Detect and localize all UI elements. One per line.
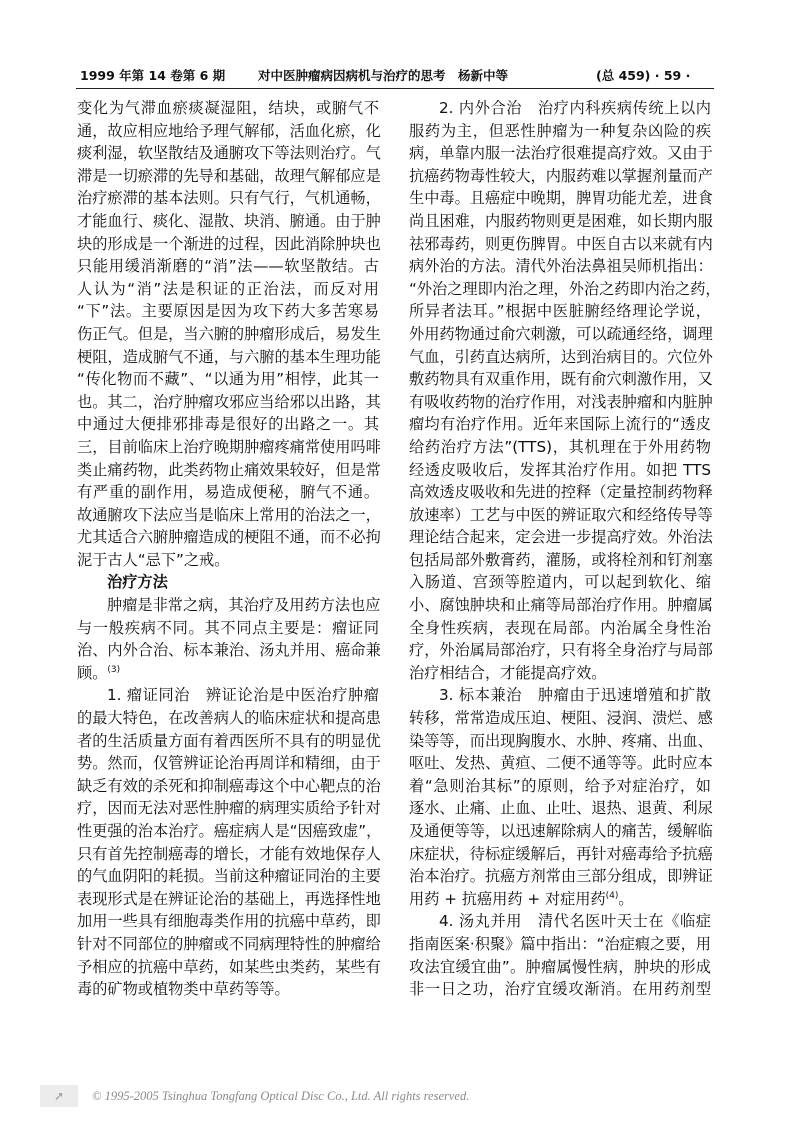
line-text: 包括局部外敷膏药，灌肠，或将栓剂和钉剂塞	[409, 550, 713, 569]
line-text: 入肠道、宫颈等腔道内，可以起到软化、缩	[409, 573, 711, 592]
line-text: 三，目前临床上治疗晚期肿瘤疼痛常使用吗啡	[77, 437, 381, 456]
line-text: 生中毒。且癌症中晚期，脾胃功能尤差，进食	[409, 189, 713, 208]
text-line	[77, 797, 379, 820]
text-line	[77, 436, 379, 459]
line-text: 缺乏有效的杀死和抑制癌毒这个中心靶点的治	[77, 776, 381, 795]
line-text: 梗阻，造成腑气不通，与六腑的基本生理功能	[77, 347, 381, 366]
line-text: 治、内外合治、标本兼治、汤丸并用、癌命兼	[77, 641, 381, 660]
line-text: 3. 标本兼治 肿瘤由于迅速增殖和扩散	[439, 686, 711, 705]
text-line	[409, 752, 711, 775]
line-text: 指南医案·积聚》篇中指出：“治症瘕之要，用	[409, 934, 711, 953]
text-line	[409, 233, 711, 256]
line-text: 逐水、止痛、止血、止吐、退热、退黄、利尿	[409, 799, 713, 818]
line-text: 治本治疗。抗癌方剂常由三部分组成，即辨证	[409, 867, 713, 886]
text-line	[77, 255, 379, 278]
text-line	[409, 346, 711, 369]
line-text: 服药为主，但恶性肿瘤为一种复杂凶险的疾	[409, 121, 711, 140]
text-line	[77, 368, 379, 391]
text-line	[409, 571, 711, 594]
text-line	[77, 323, 379, 346]
text-line	[409, 549, 711, 572]
text-line	[409, 617, 711, 640]
text-line	[77, 391, 379, 414]
line-text: 类止痛药物，此类药物止痛效果较好，但是常	[77, 460, 381, 479]
text-line	[409, 843, 711, 866]
text-line	[409, 865, 711, 888]
text-line	[77, 549, 379, 572]
line-text: 肿瘤是非常之病，其治疗及用药方法也应	[107, 596, 381, 615]
line-text: “外治之理即内治之理，外治之药即内治之药，	[409, 279, 721, 298]
text-line	[77, 617, 379, 640]
text-line	[409, 323, 711, 346]
header-rule	[76, 88, 714, 89]
line-text: 故通腑攻下法应当是临床上常用的治法之一，	[77, 505, 381, 524]
copyright-notice: © 1995-2005 Tsinghua Tongfang Optical Disc Co., Ltd. All rights reserved.	[92, 1088, 470, 1103]
text-line	[77, 910, 379, 933]
text-line	[409, 391, 711, 414]
line-text: 小、腐蚀肿块和止痛等局部治疗作用。肿瘤属	[409, 596, 713, 615]
line-text: “下”法。主要原因是因为攻下药大多苦寒易	[77, 302, 379, 321]
line-text: 攻法宜缓宜曲”。肿瘤属慢性病，肿块的形成	[409, 957, 711, 976]
text-line	[409, 368, 711, 391]
text-line	[409, 730, 711, 753]
text-line	[77, 730, 379, 753]
right-text-column	[409, 97, 721, 1001]
line-text: 有严重的副作用，易造成便秘，腑气不通。	[77, 483, 379, 502]
line-text: 表现形式是在辨证论治的基础上，再选择性地	[77, 889, 381, 908]
text-line	[409, 210, 711, 233]
line-text: 瘤均有治疗作用。近年来国际上流行的“透皮	[409, 415, 711, 434]
text-line	[409, 413, 711, 436]
line-text: 外用药物通过俞穴刺激，可以疏通经络，调理	[409, 324, 713, 343]
line-text: 4. 汤丸并用 清代名医叶天士在《临症	[439, 912, 711, 931]
line-text: 2. 内外合治 治疗内科疾病传统上以内	[439, 99, 711, 117]
text-line	[77, 346, 379, 369]
line-text: 毒的矿物或植物类中草药等等。	[77, 980, 290, 999]
line-text: 才能血行、痰化、湿散、块消、腑通。由于肿	[77, 211, 381, 230]
line-text: 1. 瘤证同治 辨证论治是中医治疗肿瘤	[107, 686, 379, 705]
line-text: 给药治疗方法”(TTS)，其机理在于外用药物	[409, 437, 711, 456]
line-text: 痰利湿，软坚散结及通腑攻下等法则治疗。气	[77, 144, 381, 163]
line-text: 治疗相结合，才能提高疗效。	[409, 663, 607, 682]
text-line	[409, 436, 711, 459]
line-text: 只能用缓消渐磨的“消”法——软坚散结。古	[77, 257, 379, 276]
line-text: “传化物而不藏”、“以通为用”相悖，此其一	[77, 370, 379, 389]
text-line	[409, 933, 711, 956]
line-text: 所异者法耳。”根据中医脏腑经络理论学说，	[409, 302, 711, 321]
line-text: 加用一些具有细胞毒类作用的抗癌中草药，即	[77, 912, 381, 931]
line-text: 通，故应相应地给予理气解郁，活血化瘀，化	[77, 121, 381, 140]
line-text: 顾。	[77, 663, 108, 682]
line-text: 着“急则治其标”的原则，给予对症治疗，如	[409, 776, 711, 795]
text-line	[409, 504, 711, 527]
line-text: 伤正气。但是，当六腑的肿瘤形成后，易发生	[77, 324, 381, 343]
text-line	[77, 639, 379, 662]
text-line	[77, 120, 379, 143]
line-text: 疗，因而无法对恶性肿瘤的病理实质给予针对	[77, 799, 381, 818]
line-text: 有吸收药物的治疗作用，对浅表肿瘤和内脏肿	[409, 392, 713, 411]
line-text: 治疗方法	[107, 573, 168, 592]
line-text: 转移，常常造成压迫、梗阻、浸润、溃烂、感	[409, 709, 713, 728]
line-text: 块的形成是一个渐进的过程，因此消除肿块也	[77, 234, 381, 253]
line-text: 非一日之功，治疗宜缓攻渐消。在用药剂型	[409, 980, 711, 999]
text-line	[409, 459, 711, 482]
line-text: 滞是一切瘀滞的先导和基础，故理气解郁应是	[77, 166, 381, 185]
line-text: 用药 + 抗癌用药 + 对症用药	[409, 889, 606, 908]
line-text: 病，单靠内服一法治疗很难提高疗效。又由于	[409, 144, 713, 163]
reference-marker: (4)	[605, 890, 619, 901]
text-line	[77, 504, 379, 527]
text-line	[409, 978, 711, 1001]
text-line	[77, 775, 379, 798]
text-line	[77, 526, 379, 549]
text-line	[409, 662, 711, 685]
text-line	[409, 97, 711, 120]
publisher-logo-icon: ➚	[40, 1085, 78, 1107]
text-line	[77, 820, 382, 843]
line-text: 尚且困难，内服药物则更是困难，如长期内服	[409, 211, 713, 230]
running-header-issue: 1999 年第 14 卷第 6 期	[80, 68, 226, 83]
text-line	[77, 413, 379, 436]
text-line	[409, 639, 711, 662]
line-text: 高效透皮吸收和先进的控释（定量控制药物释	[409, 483, 713, 502]
line-text: 的最大特色，在改善病人的临床症状和提高患	[77, 709, 381, 728]
line-text: 放速率）工艺与中医的辨证取穴和经络传导等	[409, 505, 713, 524]
text-line	[409, 956, 711, 979]
line-text: 的气血阴阳的耗损。当前这种瘤证同治的主要	[77, 867, 381, 886]
text-line	[409, 187, 711, 210]
line-text: 经透皮吸收后，发挥其治疗作用。如把 TTS	[409, 460, 711, 479]
section-heading	[77, 571, 379, 594]
text-line	[409, 888, 711, 911]
line-text: 人认为“消”法是积证的正治法，而反对用	[77, 279, 379, 298]
text-line	[77, 956, 379, 979]
text-line	[409, 820, 711, 843]
text-line	[77, 165, 379, 188]
text-line	[77, 933, 379, 956]
text-line	[77, 210, 379, 233]
text-line	[409, 300, 711, 323]
line-text: 理论结合起来，定会进一步提高疗效。外治法	[409, 528, 713, 547]
text-line	[77, 97, 379, 120]
line-text: 针对不同部位的肿瘤或不同病理特性的肿瘤给	[77, 934, 381, 953]
line-text: 性更强的治本治疗。癌症病人是“因癌致虚”，	[77, 822, 382, 840]
text-line	[77, 707, 379, 730]
line-text: 者的生活质量方面有着西医所不具有的明显优	[77, 731, 381, 750]
text-line	[77, 459, 379, 482]
text-line	[77, 978, 379, 1001]
line-text: 抗癌药物毒性较大，内服药难以掌握剂量而产	[409, 166, 713, 185]
text-line	[77, 662, 379, 685]
text-line	[409, 255, 711, 278]
line-text: 泥于古人“忌下”之戒。	[77, 550, 230, 569]
text-line	[409, 684, 711, 707]
text-line	[77, 142, 379, 165]
text-line	[77, 843, 379, 866]
text-line	[77, 865, 379, 888]
line-text: 予相应的抗癌中草药，如某些虫类药，某些有	[77, 957, 381, 976]
text-line	[77, 684, 379, 707]
line-text: 变化为气滞血瘀痰凝湿阻，结块，或腑气不	[77, 99, 379, 117]
line-text: 与一般疾病不同。其不同点主要是：瘤证同	[77, 618, 379, 637]
line-text: 全身性疾病，表现在局部。内治属全身性治	[409, 618, 711, 637]
footer	[40, 1085, 469, 1107]
line-text: 染等等，而出现胸腹水、水肿、疼痛、出血、	[409, 731, 713, 750]
running-header-page-number: (总 459) · 59 ·	[596, 68, 691, 83]
line-text: 势。然而，仅管辨证论治再周详和精细，由于	[77, 754, 381, 773]
text-line	[77, 187, 379, 210]
text-line	[77, 594, 379, 617]
line-text: 祛邪毒药，则更伤脾胃。中医自古以来就有内	[409, 234, 713, 253]
text-line	[409, 142, 711, 165]
line-text: 病外治的方法。清代外治法鼻祖吴师机指出：	[409, 257, 713, 276]
line-text: 床症状，待标症缓解后，再针对癌毒给予抗癌	[409, 844, 713, 863]
text-line	[409, 165, 711, 188]
line-tail: 。	[618, 889, 634, 908]
line-text: 疗，外治属局部治疗，只有将全身治疗与局部	[409, 641, 713, 660]
line-text: 敷药物具有双重作用，既有俞穴刺激作用，又	[409, 370, 713, 389]
reference-marker: (3)	[107, 664, 121, 675]
text-line	[409, 120, 711, 143]
text-line	[77, 481, 379, 504]
line-text: 呕吐、发热、黄疸、二便不通等等。此时应本	[409, 754, 713, 773]
text-line	[77, 233, 379, 256]
text-line	[77, 888, 379, 911]
text-line	[409, 797, 711, 820]
text-line	[409, 775, 711, 798]
running-header-title: 对中医肿瘤病因病机与治疗的思考 杨新中等	[258, 68, 509, 83]
line-text: 中通过大便排邪排毒是很好的出路之一。其	[77, 415, 379, 434]
text-line	[409, 707, 711, 730]
text-line	[409, 910, 711, 933]
text-line	[409, 526, 711, 549]
text-line	[409, 594, 711, 617]
line-text: 尤其适合六腑肿瘤造成的梗阻不通，而不必拘	[77, 528, 381, 547]
left-text-column	[77, 97, 382, 1001]
text-line	[409, 481, 711, 504]
line-text: 及通便等等，以迅速解除病人的痛苦，缓解临	[409, 822, 713, 840]
line-text: 只有首先控制癌毒的增长，才能有效地保存人	[77, 844, 381, 863]
text-line	[77, 278, 379, 301]
line-text: 治疗瘀滞的基本法则。只有气行，气机通畅，	[77, 189, 381, 208]
text-line	[77, 752, 379, 775]
line-text: 气血，引药直达病所，达到治病目的。穴位外	[409, 347, 713, 366]
text-line	[77, 300, 379, 323]
text-line	[409, 278, 721, 301]
line-text: 也。其二，治疗肿瘤攻邪应当给邪以出路，其	[77, 392, 381, 411]
